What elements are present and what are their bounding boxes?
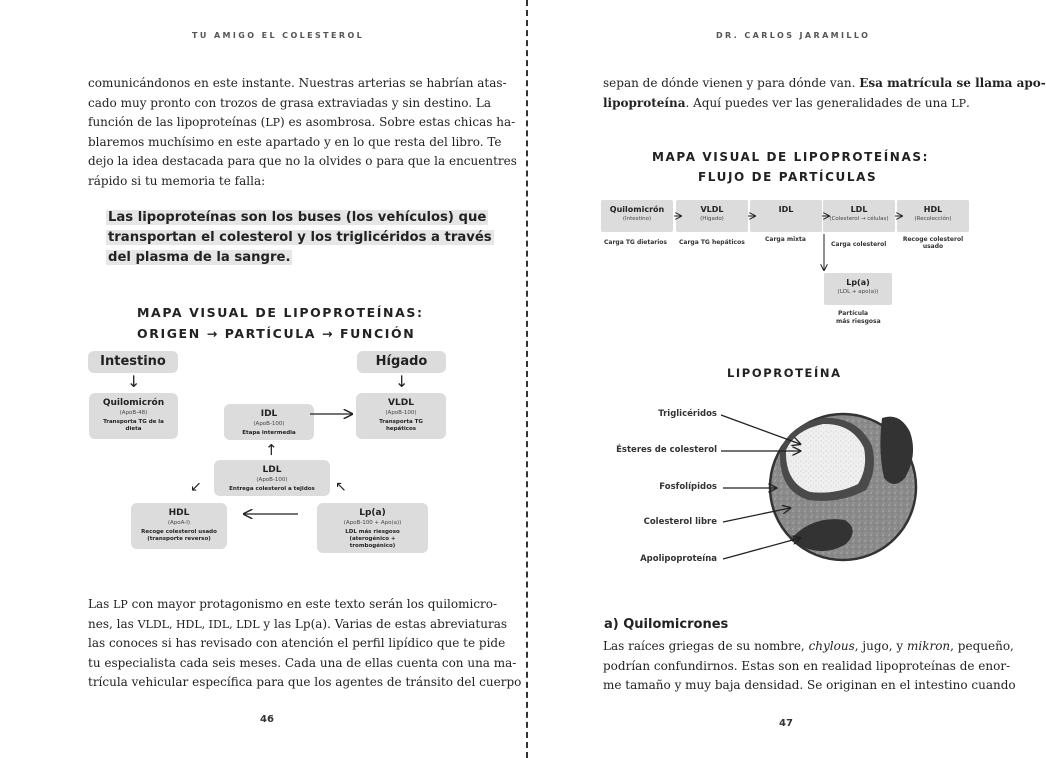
arrow-up-icon: ↑: [265, 441, 278, 459]
flow-label: Carga mixta: [765, 236, 806, 243]
quilomicrones-paragraph: [603, 637, 1016, 696]
callout-line: del plasma de la sangre.: [108, 250, 291, 265]
page-number-left: 46: [260, 714, 274, 725]
flow-label: Partícula: [838, 310, 869, 317]
box-quilomicron: Quilomicrón (ApoB-48) Transporta TG de la dieta: [89, 393, 178, 439]
flow-node-lpa: Lp(a) (LDL + apo(a)): [824, 273, 892, 305]
box-hdl: HDL (ApoA-I) Recoge colesterol usado (transporte reverso): [131, 503, 227, 549]
arrow-diagonal-icon: ↖: [335, 479, 347, 495]
label-colesterol-libre: Colesterol libre: [643, 517, 717, 527]
text-line: función de las lipoproteínas (LP) es asombrosa. Sobre estas chicas ha-: [88, 115, 516, 130]
text-line: cado muy pronto con trozos de grasa extraviadas y sin destino. La: [88, 95, 492, 110]
callout-line: transportan el colesterol y los triglicéridos a través: [108, 230, 492, 245]
arrow-diagonal-icon: ↙: [190, 479, 202, 495]
text-line: podrían confundirnos. Estas son en realidad lipoproteínas de enor-: [603, 658, 1011, 673]
text-line: dejo la idea destacada para que no la olvides o para que la encuentres: [88, 154, 517, 169]
origin-intestino: Intestino: [88, 351, 178, 373]
diagram-title-line1: MAPA VISUAL DE LIPOPROTEÍNAS:: [137, 305, 424, 320]
arrow-down-icon: ↓: [395, 372, 409, 391]
text-line: blaremos muchísimo en este apartado y en lo que resta del libro. Te: [88, 134, 502, 149]
callout-line: Las lipoproteínas son los buses (los vehículos) que: [108, 210, 487, 225]
text-line: rápido si tu memoria te falla:: [88, 173, 266, 188]
label-fosfolipidos: Fosfolípidos: [659, 482, 717, 492]
text-line: las conoces si has revisado con atención el perfil lipídico que te pide: [88, 636, 506, 651]
box-idl: IDL (ApoB-100) Etapa intermedia: [224, 404, 314, 440]
label-apolipoproteina: Apolipoproteína: [640, 554, 717, 564]
flow-label: más riesgosa: [836, 318, 881, 325]
box-vldl: VLDL (ApoB-100) Transporta TG hepáticos: [356, 393, 446, 439]
label-esteres: Ésteres de colesterol: [616, 445, 717, 455]
text-line: comunicándonos en este instante. Nuestras arterias se habrían atas-: [88, 76, 507, 90]
running-head-right: DR. CARLOS JARAMILLO: [716, 31, 871, 40]
text-line: lipoproteína. Aquí puedes ver las generalidades de una LP.: [603, 95, 970, 110]
flow-label: Carga TG dietarios: [604, 239, 667, 246]
text-line: Las raíces griegas de su nombre, chylous, jugo, y mikron, pequeño,: [603, 639, 1014, 653]
label-trigliceridos: Triglicéridos: [658, 409, 717, 419]
flow-node-quilomicron: Quilomicrón (Intestino): [601, 200, 673, 232]
flow-label: Carga colesterol: [831, 241, 887, 248]
flow-node-hdl: HDL (Recolección): [897, 200, 969, 232]
flow-node-vldl: VLDL (Hígado): [676, 200, 748, 232]
section-heading: a) Quilomicrones: [604, 617, 729, 632]
text-line: nes, las VLDL, HDL, IDL, LDL y las Lp(a). Varias de estas abreviaturas: [88, 616, 508, 631]
text-line: trícula vehicular específica para que los agentes de tránsito del cuerpo: [88, 675, 522, 690]
diagram-title-line2: ORIGEN → PARTÍCULA → FUNCIÓN: [137, 326, 416, 341]
flow-label: Recoge colesterol usado: [902, 236, 964, 250]
box-lpa: Lp(a) (ApoB-100 + Apo(a)) LDL más riesgoso (aterogénico + trombogénico): [317, 503, 428, 553]
running-head-left: TU AMIGO EL COLESTEROL: [192, 31, 365, 40]
flow-label: Carga TG hepáticos: [679, 239, 745, 246]
lipoprotein-title: LIPOPROTEÍNA: [727, 366, 842, 380]
origin-higado: Hígado: [357, 351, 446, 373]
text-line: sepan de dónde vienen y para dónde van. Esa matrícula se llama apo-: [603, 76, 1046, 90]
flow-node-ldl: LDL (Colesterol → células): [823, 200, 895, 232]
box-ldl: LDL (ApoB-100) Entrega colesterol a tejidos: [214, 460, 330, 496]
flow-node-idl: IDL: [750, 200, 822, 232]
flow-title-line2: FLUJO DE PARTÍCULAS: [698, 170, 878, 184]
text-line: tu especialista cada seis meses. Cada una de ellas cuenta con una ma-: [88, 655, 517, 670]
text-line: me tamaño y muy baja densidad. Se originan en el intestino cuando: [603, 678, 1016, 693]
text-line: Las LP con mayor protagonismo en este texto serán los quilomicro-: [88, 597, 498, 611]
flow-title-line1: MAPA VISUAL DE LIPOPROTEÍNAS:: [652, 150, 929, 164]
arrow-down-icon: ↓: [127, 372, 141, 391]
page-number-right: 47: [779, 718, 793, 729]
